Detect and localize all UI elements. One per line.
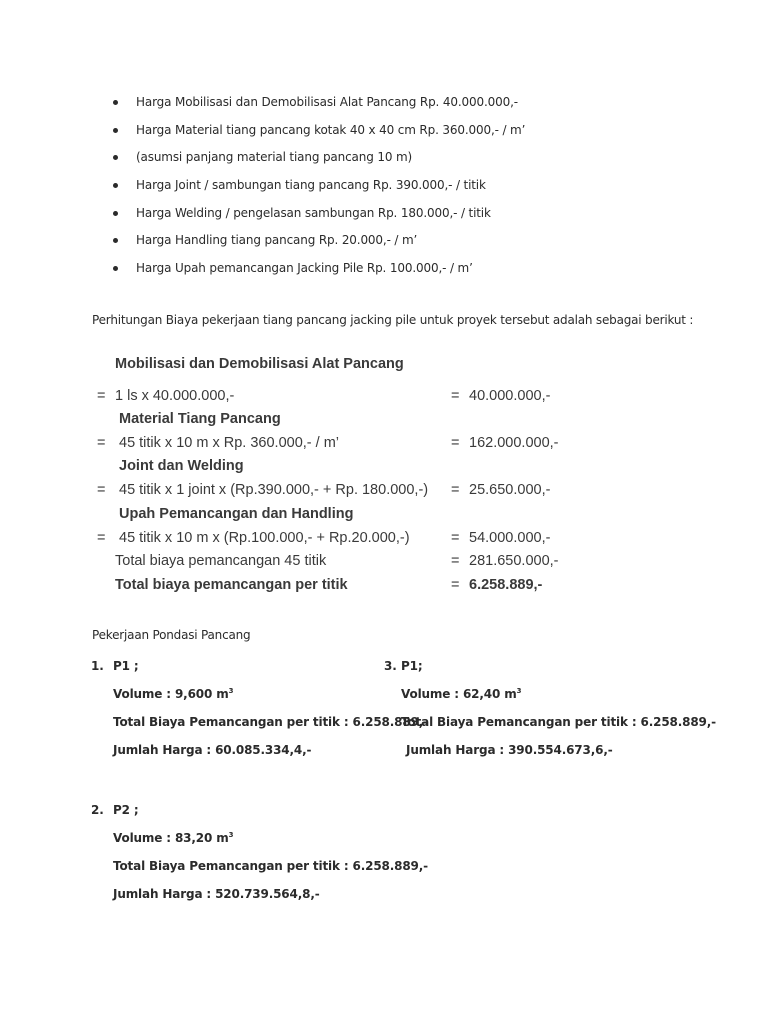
item-volume: Volume : 62,40 $m^3$ bbox=[401, 687, 522, 701]
joint-heading: Joint dan Welding bbox=[119, 458, 244, 474]
price-bullet-list bbox=[110, 93, 525, 287]
bullet-dot-icon bbox=[113, 128, 118, 133]
bullet-dot-icon bbox=[113, 155, 118, 160]
bullet-dot-icon bbox=[113, 238, 118, 243]
equals-sign: = bbox=[451, 435, 460, 451]
bullet-item: (asumsi panjang material tiang pancang 10 m) bbox=[110, 148, 525, 176]
item-biaya: Total Biaya Pemancangan per titik : 6.258.889,- bbox=[113, 715, 428, 729]
per-titik-label: Total biaya pemancangan per titik bbox=[115, 577, 348, 593]
mobilisasi-heading: Mobilisasi dan Demobilisasi Alat Pancang bbox=[115, 356, 404, 372]
item-biaya: Total Biaya Pemancangan per titik : 6.258.889,- bbox=[113, 859, 428, 873]
material-heading: Material Tiang Pancang bbox=[119, 411, 281, 427]
item-number: 3. bbox=[384, 659, 397, 673]
item-name: P2 ; bbox=[113, 803, 139, 817]
bullet-item: Harga Joint / sambungan tiang pancang Rp. 390.000,- / titik bbox=[110, 176, 525, 204]
equals-sign: = bbox=[451, 530, 460, 546]
item-number: 2. bbox=[91, 803, 104, 817]
material-result: 162.000.000,- bbox=[469, 435, 559, 451]
bullet-item: Harga Handling tiang pancang Rp. 20.000,- / m’ bbox=[110, 231, 525, 259]
item-jumlah: Jumlah Harga : 60.085.334,4,- bbox=[113, 743, 312, 757]
mobilisasi-formula: 1 ls x 40.000.000,- bbox=[115, 388, 235, 404]
upah-result: 54.000.000,- bbox=[469, 530, 551, 546]
total-45-label: Total biaya pemancangan 45 titik bbox=[115, 553, 327, 569]
equals-sign: = bbox=[451, 577, 460, 593]
equals-sign: = bbox=[451, 482, 460, 498]
section-title: Pekerjaan Pondasi Pancang bbox=[92, 628, 251, 642]
item-number: 1. bbox=[91, 659, 104, 673]
equals-sign: = bbox=[451, 553, 460, 569]
upah-formula: 45 titik x 10 m x (Rp.100.000,- + Rp.20.000,-) bbox=[119, 530, 410, 546]
joint-result: 25.650.000,- bbox=[469, 482, 551, 498]
equals-sign: = bbox=[97, 530, 106, 546]
equals-sign: = bbox=[97, 435, 106, 451]
total-45-result: 281.650.000,- bbox=[469, 553, 559, 569]
bullet-item: Harga Mobilisasi dan Demobilisasi Alat Pancang Rp. 40.000.000,- bbox=[110, 93, 525, 121]
bullet-dot-icon bbox=[113, 211, 118, 216]
item-biaya: Total Biaya Pemancangan per titik : 6.258.889,- bbox=[401, 715, 716, 729]
item-jumlah: Jumlah Harga : 390.554.673,6,- bbox=[406, 743, 613, 757]
equals-sign: = bbox=[97, 482, 106, 498]
item-volume: Volume : 83,20 $m^3$ bbox=[113, 831, 234, 845]
bullet-item: Harga Welding / pengelasan sambungan Rp. 180.000,- / titik bbox=[110, 204, 525, 232]
item-name: P1 ; bbox=[113, 659, 139, 673]
joint-formula: 45 titik x 1 joint x (Rp.390.000,- + Rp. 180.000,-) bbox=[119, 482, 429, 498]
item-name: P1; bbox=[401, 659, 423, 673]
item-volume: Volume : 9,600 $m^3$ bbox=[113, 687, 234, 701]
bullet-item: Harga Upah pemancangan Jacking Pile Rp. 100.000,- / m’ bbox=[110, 259, 525, 287]
equals-sign: = bbox=[451, 388, 460, 404]
mobilisasi-result: 40.000.000,- bbox=[469, 388, 551, 404]
per-titik-result: 6.258.889,- bbox=[469, 577, 543, 593]
calculation-intro: Perhitungan Biaya pekerjaan tiang pancang jacking pile untuk proyek tersebut adalah sebagai berikut : bbox=[92, 313, 694, 327]
item-jumlah: Jumlah Harga : 520.739.564,8,- bbox=[113, 887, 320, 901]
material-formula: 45 titik x 10 m x Rp. 360.000,- / m’ bbox=[119, 435, 340, 451]
bullet-dot-icon bbox=[113, 183, 118, 188]
upah-heading: Upah Pemancangan dan Handling bbox=[119, 506, 354, 522]
equals-sign: = bbox=[97, 388, 106, 404]
bullet-item: Harga Material tiang pancang kotak 40 x 40 cm Rp. 360.000,- / m’ bbox=[110, 121, 525, 149]
bullet-dot-icon bbox=[113, 100, 118, 105]
bullet-dot-icon bbox=[113, 266, 118, 271]
